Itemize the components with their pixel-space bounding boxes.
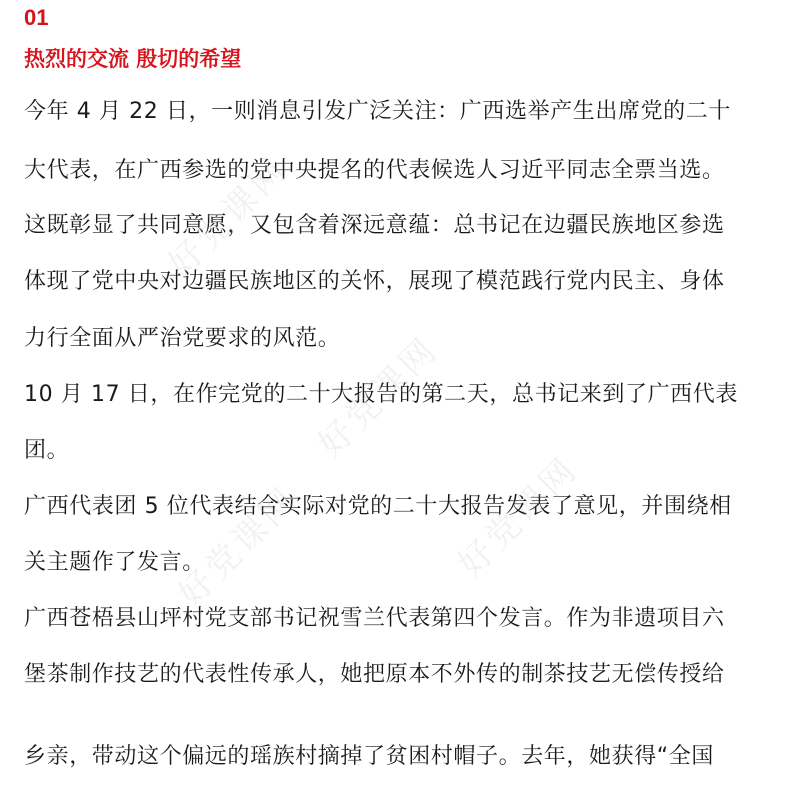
watermark-2: 好党课网: [310, 329, 447, 465]
paragraph-line-5: 力行全面从严治党要求的风范。: [24, 326, 341, 351]
watermark-4: 好党课网: [450, 449, 587, 585]
section-title: 热烈的交流 殷切的希望: [24, 47, 242, 71]
watermark-3: 好党课网: [170, 479, 307, 615]
paragraph-line-9: 关主题作了发言。: [24, 550, 205, 575]
paragraph-line-10: 广西苍梧县山坪村党支部书记祝雪兰代表第四个发言。作为非遗项目六: [24, 606, 725, 631]
paragraph-line-11: 堡茶制作技艺的代表性传承人，她把原本不外传的制茶技艺无偿传授给: [24, 662, 725, 687]
paragraph-line-7: 团。: [24, 438, 70, 463]
paragraph-line-2: 大代表，在广西参选的党中央提名的代表候选人习近平同志全票当选。: [24, 158, 725, 183]
paragraph-line-8: 广西代表团 5 位代表结合实际对党的二十大报告发表了意见，并围绕相: [24, 494, 732, 519]
watermark-1: 好党课网: [160, 149, 297, 285]
paragraph-line-1: 今年 4 月 22 日，一则消息引发广泛关注：广西选举产生出席党的二十: [24, 99, 731, 124]
paragraph-line-6: 10 月 17 日，在作完党的二十大报告的第二天，总书记来到了广西代表: [24, 382, 738, 407]
paragraph-line-3: 这既彰显了共同意愿，又包含着深远意蕴：总书记在边疆民族地区参选: [24, 213, 725, 238]
section-number: 01: [24, 5, 49, 30]
paragraph-line-4: 体现了党中央对边疆民族地区的关怀，展现了模范践行党内民主、身体: [24, 269, 725, 294]
paragraph-line-12: 乡亲，带动这个偏远的瑶族村摘掉了贫困村帽子。去年，她获得“全国: [24, 744, 714, 769]
